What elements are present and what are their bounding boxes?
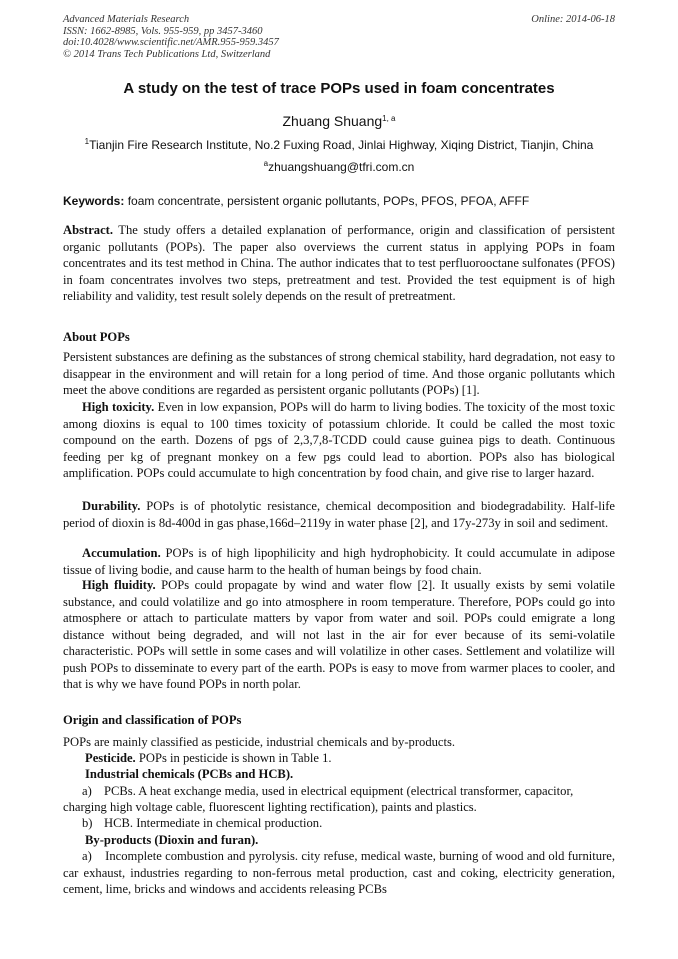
online-date: Online: 2014-06-18 [531, 14, 615, 25]
industrial-item-a-cont: charging high voltage cable, fluorescent lighting rectification), paints and plastics. [63, 800, 477, 814]
accumulation-paragraph [63, 545, 615, 578]
email-sup: a [263, 159, 269, 168]
industrial-heading [85, 766, 637, 783]
doi: doi:10.4028/www.scientific.net/AMR.955-959.3457 [63, 37, 279, 48]
section-heading-origin: Origin and classification of POPs [63, 713, 242, 727]
byproducts-heading-text: By-products (Dioxin and furan). [85, 833, 259, 847]
origin-intro: POPs are mainly classified as pesticide, industrial chemicals and by-products. [63, 735, 456, 749]
list-marker-b: b) [82, 816, 93, 830]
fluidity-paragraph [63, 577, 615, 693]
abstract [63, 222, 615, 305]
industrial-item-b [82, 815, 634, 832]
abstract-text: The study offers a detailed explanation of performance, origin and classification of persistent organic pollutants (POPs). The paper also overviews the current status in applying POPs in foam concentrates and its test method in China. The author indicates that to test perfluorooctane sulfonates (PFOS) in foam concentrates involves two steps, pretreatment and test. Provided the test equipment is of high reliability and validity, test result solely depends on the result of pretreatment. [63, 223, 615, 303]
toxicity-paragraph [63, 399, 615, 482]
byproducts-marker-a: a) [82, 849, 92, 863]
affiliation-text: Tianjin Fire Research Institute, No.2 Fuxing Road, Jinlai Highway, Xiqing District, Tianjin, China [89, 138, 594, 152]
industrial-a-text: PCBs. A heat exchange media, used in electrical equipment (electrical transformer, capacitor, [104, 784, 574, 798]
author-name: Zhuang Shuang [282, 113, 383, 129]
journal-name: Advanced Materials Research [63, 14, 190, 25]
keywords [63, 194, 615, 208]
affiliation [63, 138, 615, 152]
byproducts-item-a [63, 848, 615, 898]
keywords-text: foam concentrate, persistent organic pollutants, POPs, PFOS, PFOA, AFFF [124, 194, 530, 208]
keywords-label: Keywords: [63, 194, 125, 208]
industrial-b-text: HCB. Intermediate in chemical production. [104, 816, 323, 830]
copyright: © 2014 Trans Tech Publications Ltd, Switzerland [63, 48, 271, 60]
fluidity-label: High fluidity. [82, 578, 156, 592]
toxicity-text: Even in low expansion, POPs will do harm to living bodies. The toxicity of the most toxic among dioxins is equal to 100 times toxicity of potassium chloride. It could be called the most toxic compound on the earth. Dozens of pgs of 2,3,7,8-TCDD could cause guinea pigs to death. Continuous feeding per kg of pregnant monkey on a few pgs could lead to abortion. POPs also has biological amplification. POPs could accumulate to high concentration by food chain, and give rise to larger hazard. [63, 400, 615, 480]
email-address: zhuangshuang@tfri.com.cn [268, 160, 415, 174]
journal-header [63, 14, 615, 60]
author-sup: 1, a [382, 114, 396, 123]
section-heading-about: About POPs [63, 330, 130, 344]
accumulation-text: POPs is of high lipophilicity and high hydrophobicity. It could accumulate in adipose tissue of living bodie, and cause harm to the health of human beings by food chain. [63, 546, 615, 577]
industrial-heading-text: Industrial chemicals (PCBs and HCB). [85, 767, 294, 781]
durability-paragraph [63, 498, 615, 531]
paper-title: A study on the test of trace POPs used in foam concentrates [123, 80, 555, 97]
accumulation-label: Accumulation. [82, 546, 161, 560]
about-intro: Persistent substances are defining as the substances of strong chemical stability, hard degradation, not easy to disappear in the environment and will retain for a long period of time. And those organic pollutants which meet the above conditions are regarded as persistent organic pollutants (POPs) [1]. [63, 350, 615, 397]
affiliation-sup: 1 [84, 137, 90, 146]
email [63, 160, 615, 174]
toxicity-label: High toxicity. [82, 400, 155, 414]
issn: ISSN: 1662-8985, Vols. 955-959, pp 3457-3460 [63, 25, 263, 37]
byproducts-heading [85, 832, 637, 849]
industrial-item-a [82, 783, 634, 800]
author [63, 113, 615, 129]
list-marker-a: a) [82, 784, 92, 798]
byproducts-a-text: Incomplete combustion and pyrolysis. city refuse, medical waste, burning of wood and old furniture, car exhaust, industries regarding to non-ferrous metal production, cast and coking, electricity generation, cement, lime, bricks and windows and accidents releasing PCBs [63, 849, 616, 896]
durability-text: POPs is of photolytic resistance, chemical decomposition and biodegradability. Half-life period of dioxin is 8d-400d in gas phase,166d–2119y in water phase [2], and 17y-273y in soil and sediment. [63, 499, 615, 530]
fluidity-text: POPs could propagate by wind and water flow [2]. It usually exists by semi volatile substance, and could volatilize and go into atmosphere in room temperature. Therefore, POPs could go into atmosphere or attach to particulate matters by vapor from water and soil. POPs could emigrate a long distance without being degraded, and will not last in the air for ever because of its semi-volatile characteristic. POPs will settle in some cases and will volatilize in other cases. Settlement and volatilize will push POPs to disseminate to every part of the earth. POPs is easy to move from warmer places to cooler, and that is why we have found POPs in north polar. [63, 578, 615, 691]
pesticide-text: POPs in pesticide is shown in Table 1. [135, 751, 332, 765]
durability-label: Durability. [82, 499, 141, 513]
abstract-label: Abstract. [63, 223, 114, 237]
pesticide-label: Pesticide. [85, 751, 136, 765]
pesticide-line [85, 750, 637, 767]
